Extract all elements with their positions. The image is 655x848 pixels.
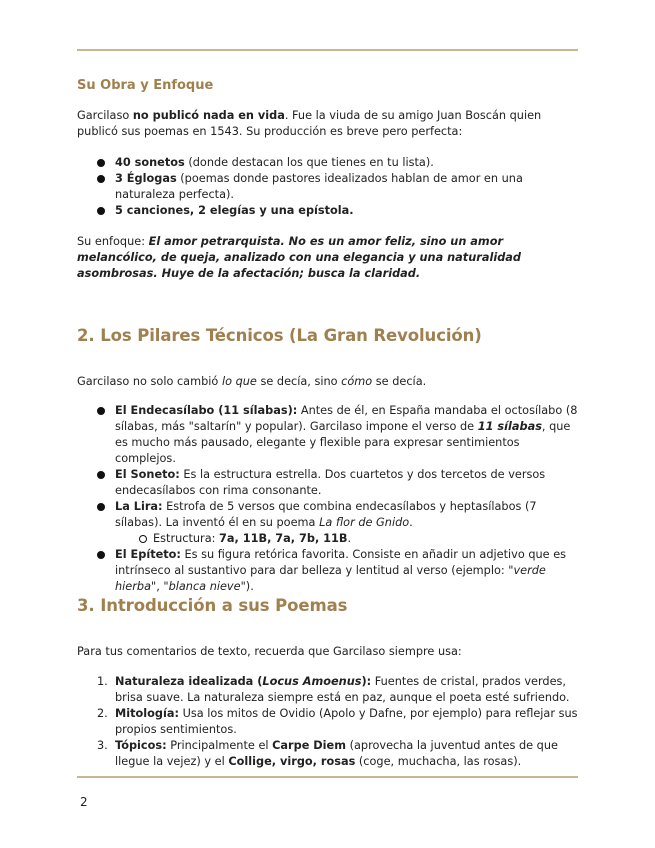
- list-item-label-end: ):: [361, 675, 372, 688]
- list-item-epiteto: [77, 547, 578, 595]
- lira-sublist: [115, 531, 578, 547]
- obra-list: [77, 155, 578, 219]
- list-item-label: Tópicos:: [115, 739, 167, 752]
- list-number: 3.: [97, 739, 108, 752]
- list-item-label: La Lira:: [115, 500, 163, 513]
- list-item-lira: [77, 499, 578, 547]
- enfoque-text: El amor petrarquista. No es un amor feliz, sino un amor melancólico, de queja, analizado con una elegancia y una naturalidad asombrosas. Huye de la afectación; busca la claridad.: [77, 235, 521, 280]
- pilares-list: [77, 403, 578, 595]
- section-heading-pilares: 2. Los Pilares Técnicos (La Gran Revolución): [77, 326, 482, 345]
- poemas-intro-paragraph: Para tus comentarios de texto, recuerda que Garcilaso siempre usa:: [77, 645, 462, 658]
- poemas-list: [77, 674, 578, 770]
- list-item-label: El Soneto:: [115, 468, 180, 481]
- list-item-label: 3 Églogas: [115, 172, 177, 185]
- list-item-text: (poemas donde pastores idealizados hablan de amor en una naturaleza perfecta).: [115, 172, 523, 201]
- page-number: 2: [80, 795, 88, 809]
- obra-intro-text: Garcilaso: [77, 109, 133, 122]
- list-number: 1.: [97, 675, 108, 688]
- list-item-label: Mitología:: [115, 707, 180, 720]
- carpe-diem-label: Carpe Diem: [272, 739, 346, 752]
- example-blanca-nieve: "blanca nieve": [163, 580, 246, 593]
- obra-intro-paragraph: [77, 108, 578, 140]
- list-item-text: Antes de él, en España mandaba el octosílabo (8 sílabas, más "saltarín" y popular). Garcilaso impone el verso de: [115, 404, 578, 433]
- obra-intro-bold: no publicó nada en vida: [132, 109, 285, 122]
- pilares-intro-text3: se decía.: [372, 375, 427, 388]
- list-item-soneto: [77, 467, 578, 499]
- list-item-sep: ,: [156, 580, 164, 593]
- list-item: [77, 171, 578, 203]
- list-item-text: Principalmente el: [166, 739, 273, 752]
- list-item-label: Naturaleza idealizada (: [115, 675, 263, 688]
- sub-list-end: .: [347, 532, 352, 545]
- list-item-text: Es su figura retórica favorita. Consiste en añadir un adjetivo que es intrínseco al sustantivo para dar belleza y lentitud al verso (ejemplo:: [115, 548, 567, 577]
- obra-intro-rest: . Fue la viuda de su amigo Juan Boscán quien publicó sus poemas en 1543. Su producción es breve pero perfecta:: [77, 109, 542, 138]
- section-heading-poemas: 3. Introducción a sus Poemas: [77, 596, 348, 615]
- list-item-text: , que es mucho más pausado, elegante y flexible para expresar sentimientos complejos.: [115, 420, 571, 465]
- bottom-divider: [77, 776, 578, 778]
- list-item-text: Es la estructura estrella. Dos cuartetos y dos tercetos de versos endecasílabos con rima consonante.: [115, 468, 546, 497]
- pilares-intro-em2: cómo: [341, 375, 373, 388]
- list-item-emphasis: Locus Amoenus: [262, 675, 362, 688]
- list-item-mitologia: [77, 706, 578, 738]
- pilares-intro-paragraph: [77, 374, 578, 390]
- top-divider: [77, 49, 578, 51]
- list-item-label: 40 sonetos: [115, 156, 185, 169]
- list-item-text: Estrofa de 5 versos que combina endecasílabos y heptasílabos (7 sílabas). La inventó él en su poema: [115, 500, 537, 529]
- list-item-text: ).: [245, 580, 254, 593]
- list-item-text: Usa los mitos de Ovidio (Apolo y Dafne, por ejemplo) para reflejar sus propios sentimientos.: [115, 707, 578, 736]
- pilares-intro-em1: lo que: [221, 375, 257, 388]
- collige-label: Collige, virgo, rosas: [228, 755, 356, 768]
- list-item-label: El Endecasílabo (11 sílabas):: [115, 404, 298, 417]
- pilares-intro-text2: se decía, sino: [256, 375, 342, 388]
- list-item-endecasilabo: [77, 403, 578, 467]
- list-item-topicos: [77, 738, 578, 770]
- list-item-emphasis: 11 sílabas: [477, 420, 542, 433]
- list-item-naturaleza: [77, 674, 578, 706]
- list-item-text: Fuentes de cristal, prados verdes, brisa suave. La naturaleza siempre está en paz, aunque el poeta esté sufriendo.: [115, 675, 570, 704]
- sub-list-item: [115, 531, 578, 547]
- list-item-label: 5 canciones, 2 elegías y una epístola.: [115, 204, 354, 217]
- pilares-intro-text: Garcilaso no solo cambió: [77, 375, 222, 388]
- list-item: [77, 203, 578, 219]
- sub-list-label: Estructura:: [153, 532, 220, 545]
- list-item-text: (aprovecha la juventud antes de que llegue la vejez) y el: [115, 739, 558, 768]
- list-item-text: .: [409, 516, 413, 529]
- list-number: 2.: [97, 707, 108, 720]
- list-item-label: El Epíteto:: [115, 548, 181, 561]
- section-heading-obra: Su Obra y Enfoque: [77, 78, 214, 93]
- enfoque-paragraph: [77, 234, 578, 282]
- list-item-text: (coge, muchacha, las rosas).: [355, 755, 522, 768]
- list-item-text: (donde destacan los que tienes en tu lista).: [184, 156, 434, 169]
- list-item-emphasis: La flor de Gnido: [319, 516, 410, 529]
- list-item: [77, 155, 578, 171]
- enfoque-label: Su enfoque:: [77, 235, 149, 248]
- sub-list-bold: 7a, 11B, 7a, 7b, 11B: [219, 532, 348, 545]
- example-verde-hierba: "verde hierba": [115, 564, 546, 593]
